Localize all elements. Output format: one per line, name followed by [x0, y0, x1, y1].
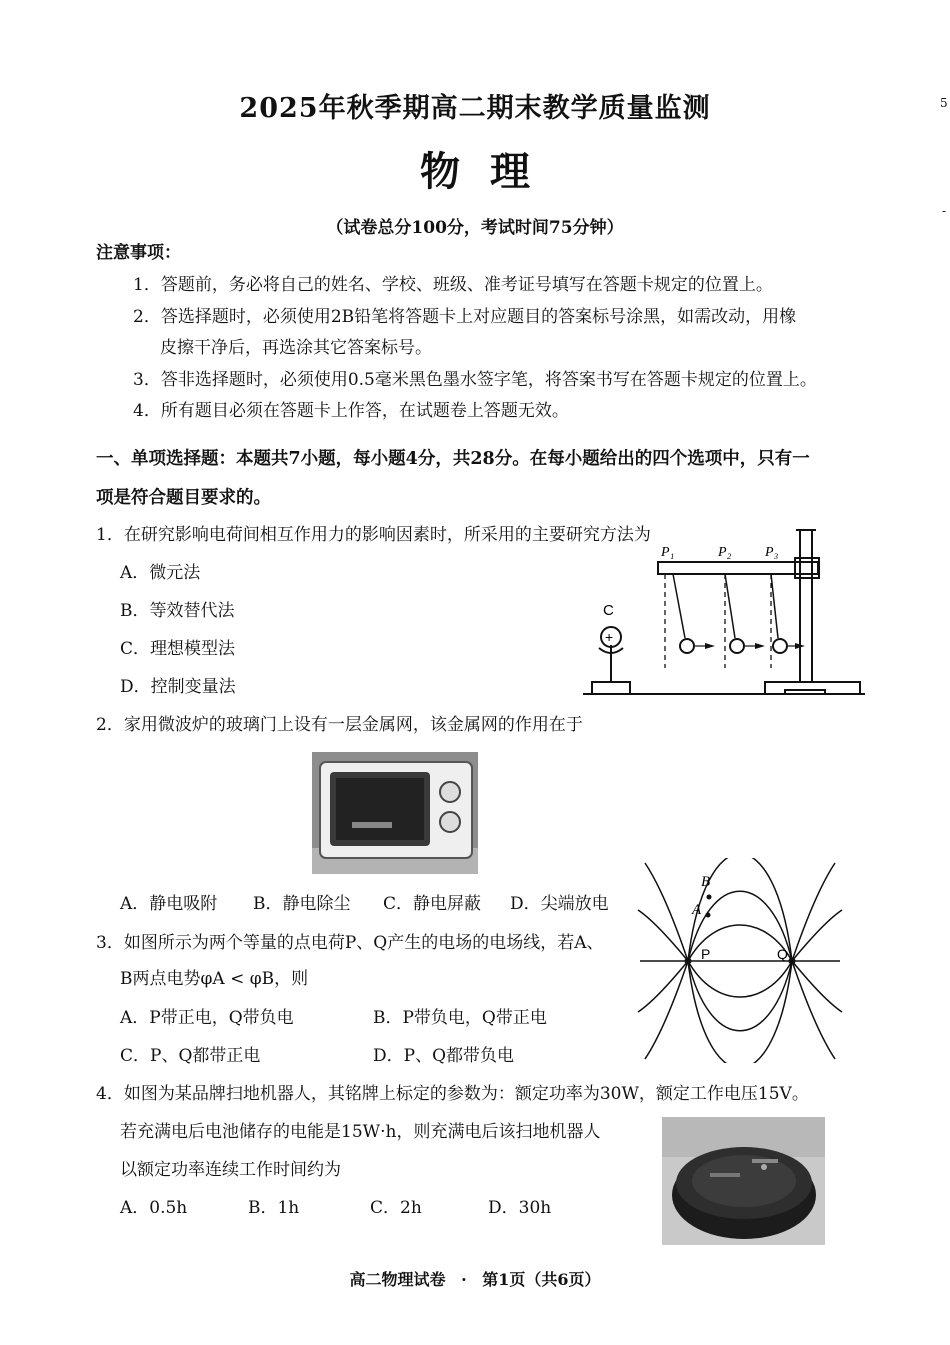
q4-stem: 4．如图为某品牌扫地机器人，其铭牌上标定的参数为：额定功率为30W，额定工作电压15V。: [96, 1084, 809, 1104]
q3-stem: 3．如图所示为两个等量的点电荷P、Q产生的电场的电场线，若A、: [96, 933, 604, 953]
p3-label: P₃: [765, 545, 779, 560]
footer-dot: ·: [461, 1270, 467, 1289]
p2-label: P₂: [718, 545, 732, 560]
q2-stem: 2．家用微波炉的玻璃门上设有一层金属网，该金属网的作用在于: [96, 715, 583, 735]
charge-plus: +: [605, 629, 614, 645]
robot-vacuum-photo: [662, 1117, 825, 1245]
point-a-label: A: [692, 902, 702, 918]
subject-title: 物理: [420, 148, 560, 195]
q2-option-d: D．尖端放电: [510, 894, 609, 914]
q4-option-d: D．30h: [488, 1198, 552, 1218]
q3-option-d: D．P、Q都带负电: [373, 1046, 515, 1066]
section-heading: 一、单项选择题：本题共7小题，每小题4分，共28分。在每小题给出的四个选项中，只有一: [96, 449, 810, 469]
p1-label: P₁: [661, 545, 675, 560]
notice-item: 1．答题前，务必将自己的姓名、学校、班级、准考证号填写在答题卡规定的位置上。: [133, 275, 773, 295]
q1-pendulum-figure: [575, 520, 875, 705]
footer-page-number: 第1页（共6页）: [482, 1270, 601, 1289]
q4-stem-cont: 若充满电后电池储存的电能是15W·h，则充满电后该扫地机器人: [120, 1122, 601, 1142]
section-heading-cont: 项是符合题目要求的。: [96, 488, 271, 508]
q3-stem-cont: B两点电势φA < φB，则: [120, 969, 309, 989]
exam-title: 2025年秋季期高二期末教学质量监测: [239, 93, 711, 124]
exam-duration-note: （试卷总分100分，考试时间75分钟）: [326, 218, 624, 238]
q3-option-b: B．P带负电，Q带正电: [373, 1008, 547, 1028]
q1-option-c: C．理想模型法: [120, 639, 236, 659]
point-b-label: B: [701, 874, 711, 890]
q3-field-line-figure: [635, 858, 845, 1063]
charge-q-label: Q: [777, 946, 788, 962]
margin-mark: 5: [940, 96, 948, 110]
q4-stem-cont: 以额定功率连续工作时间约为: [120, 1160, 341, 1180]
microwave-photo: [312, 752, 478, 874]
q4-option-b: B．1h: [248, 1198, 300, 1218]
notice-title: 注意事项：: [96, 243, 181, 263]
q4-option-c: C．2h: [370, 1198, 422, 1218]
q3-option-a: A．P带正电，Q带负电: [120, 1008, 294, 1028]
q2-option-c: C．静电屏蔽: [383, 894, 482, 914]
charge-p-label: P: [701, 946, 711, 962]
notice-item: 4．所有题目必须在答题卡上作答，在试题卷上答题无效。: [133, 401, 569, 421]
q2-option-b: B．静电除尘: [253, 894, 351, 914]
notice-item: 3．答非选择题时，必须使用0.5毫米黑色墨水签字笔，将答案书写在答题卡规定的位置上。: [133, 370, 817, 390]
footer-paper-name: 高二物理试卷: [349, 1270, 446, 1289]
notice-item: 2．答选择题时，必须使用2B铅笔将答题卡上对应题目的答案标号涂黑，如需改动，用橡: [133, 307, 797, 327]
q3-option-c: C．P、Q都带正电: [120, 1046, 261, 1066]
q1-option-a: A．微元法: [120, 563, 201, 583]
q4-option-a: A．0.5h: [120, 1198, 188, 1218]
q1-option-b: B．等效替代法: [120, 601, 235, 621]
page-footer: [0, 1267, 950, 1290]
q1-stem: 1．在研究影响电荷间相互作用力的影响因素时，所采用的主要研究方法为: [96, 525, 651, 545]
charge-label: C: [603, 602, 614, 619]
margin-mark: -: [942, 204, 947, 218]
q2-option-a: A．静电吸附: [120, 894, 218, 914]
q1-option-d: D．控制变量法: [120, 677, 236, 697]
notice-item: 皮擦干净后，再选涂其它答案标号。: [160, 338, 432, 358]
